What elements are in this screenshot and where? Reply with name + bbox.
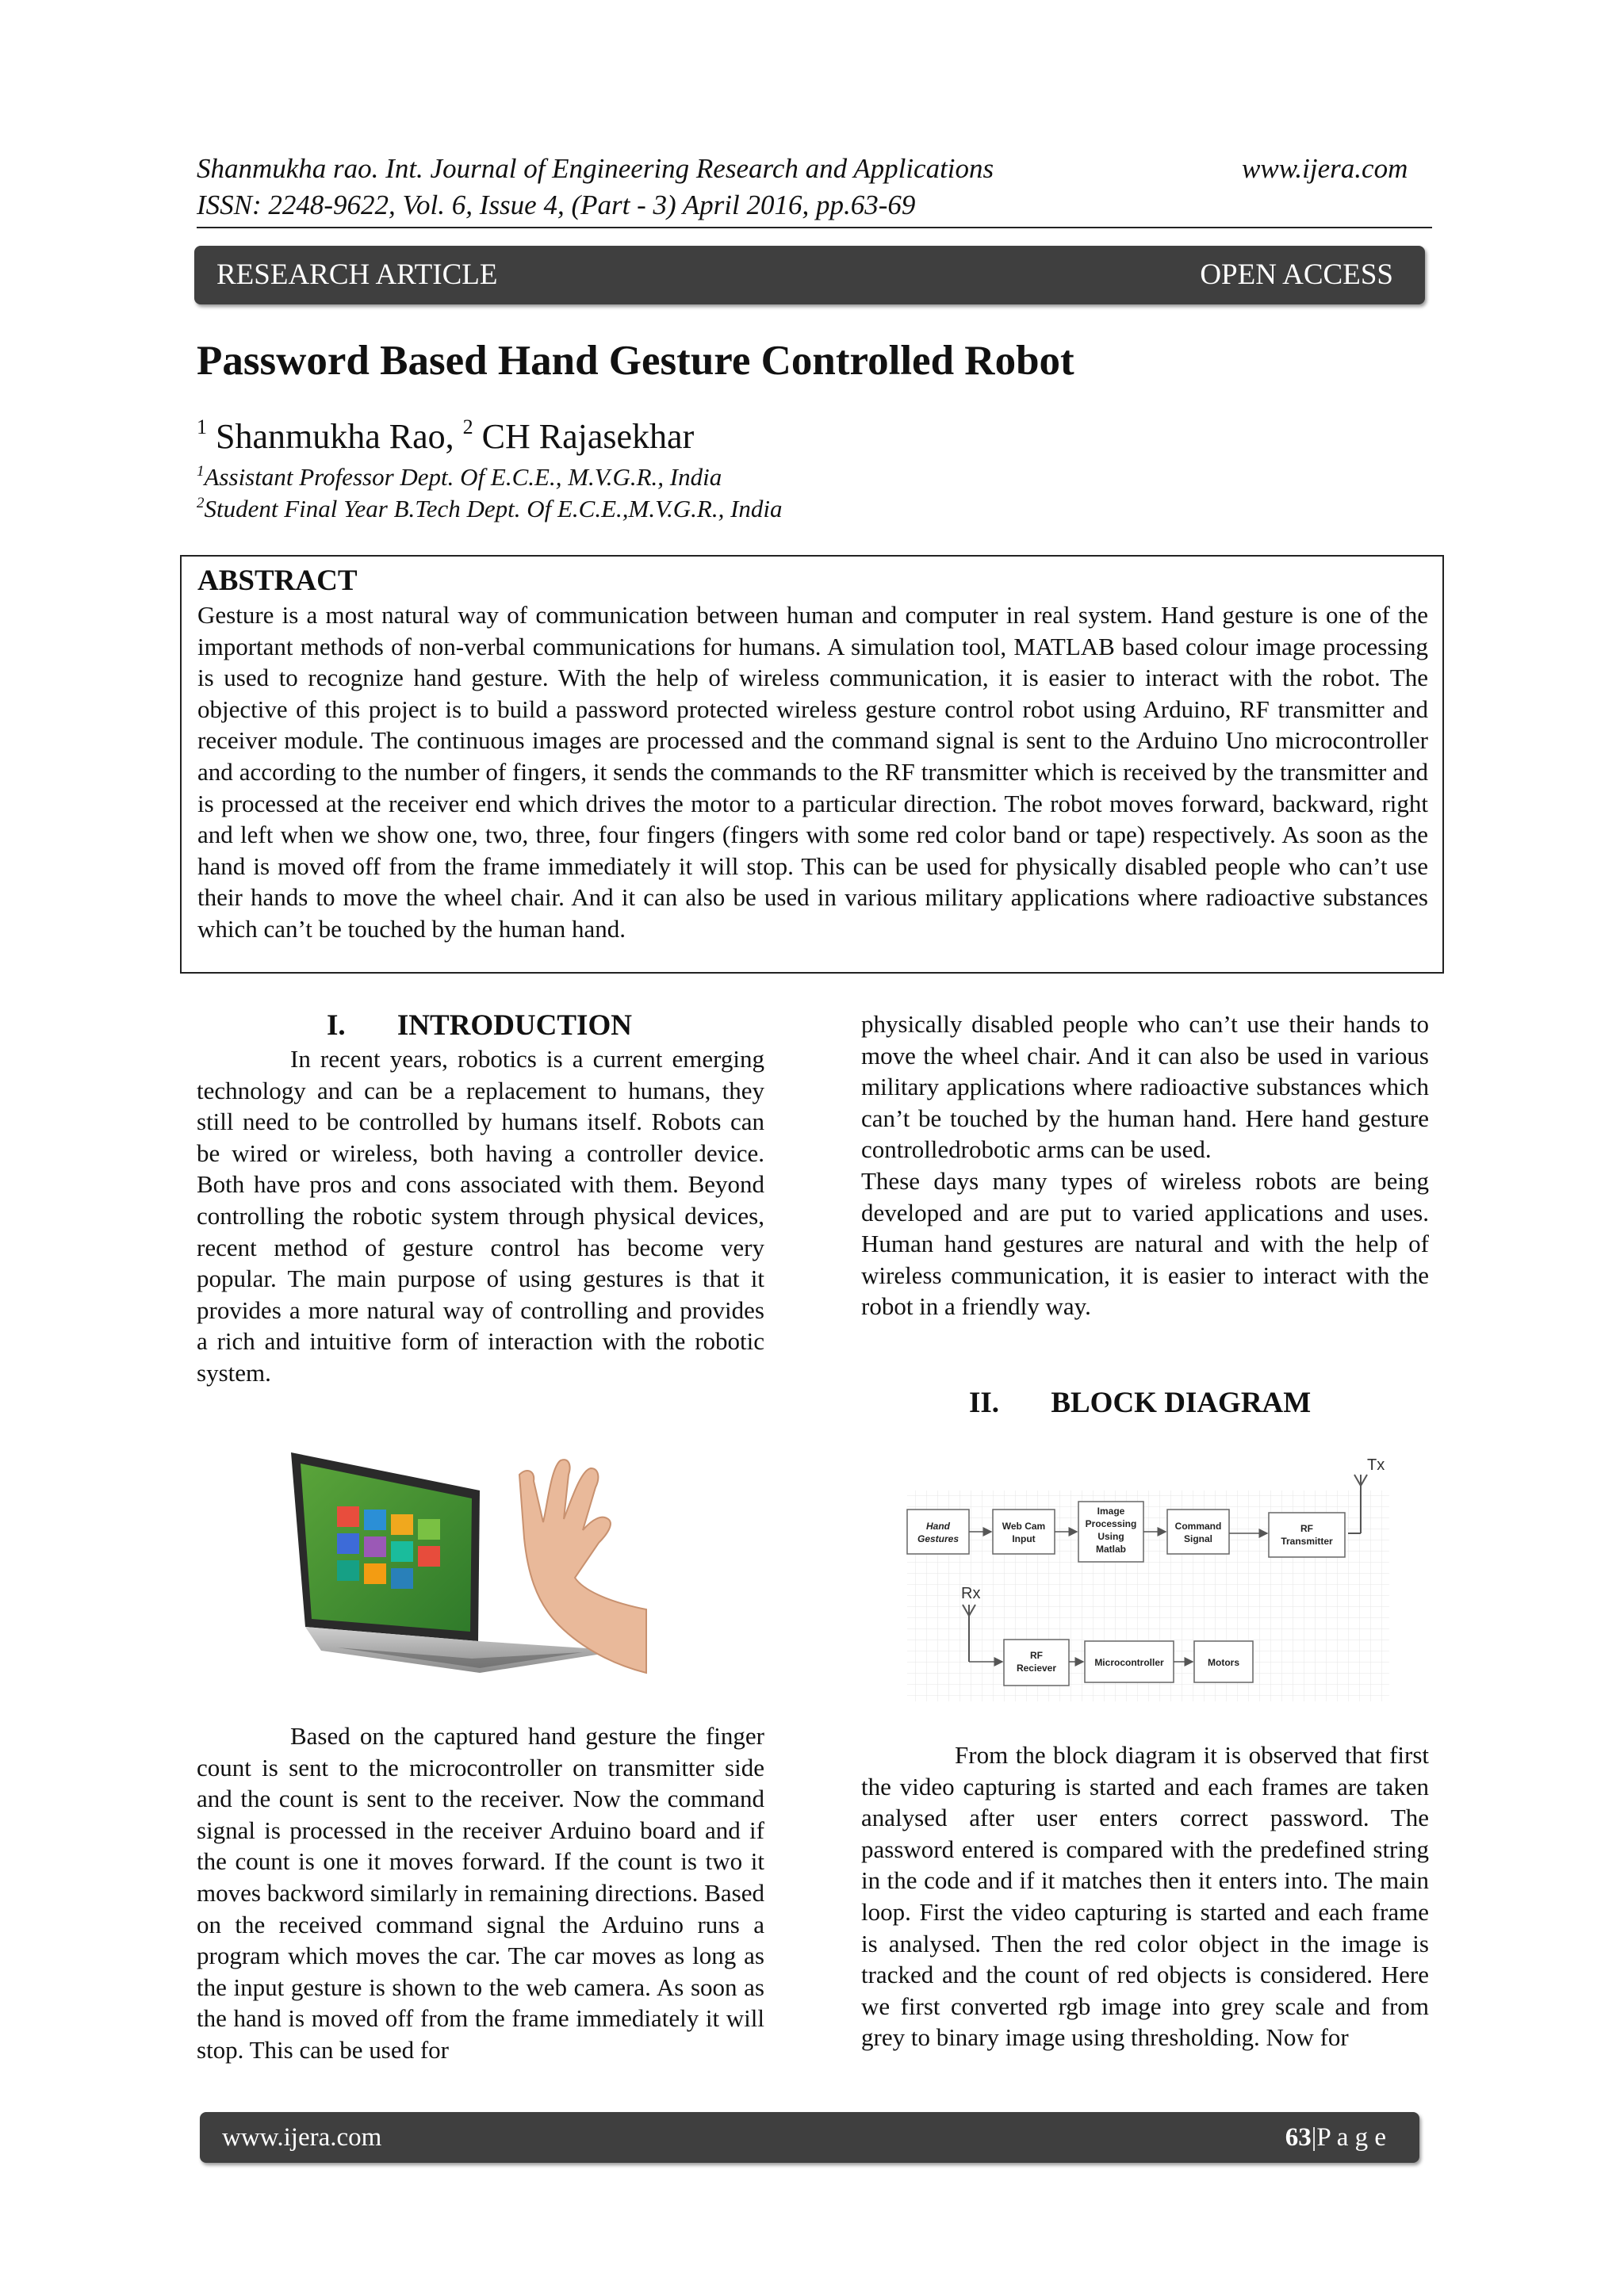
page-label: |P a g e [1311,2123,1386,2152]
section-1-heading [327,1008,632,1043]
open-access-label: OPEN ACCESS [1200,258,1393,291]
issn-line: ISSN: 2248-9622, Vol. 6, Issue 4, (Part - 3) April 2016, pp.63-69 [197,189,916,220]
intro-paragraph-1: In recent years, robotics is a current emerging technology and can be a replacement to humans, they still need to be controlled by humans itself. Robots can be wired or wireless, both having a controller device. Both have pros and cons associated with them. Beyond controlling the robotic system through physical devices, recent method of gesture control has become very popular. The main purpose of using gestures is that it provides a more natural way of controlling and provides a rich and intuitive form of interaction with the robotic system. [197,1045,764,1387]
rx-label: Rx [961,1585,981,1602]
block-diagram-paragraph-container [861,1739,1429,2053]
hand-gestures-line2: Gestures [917,1533,959,1544]
right-paragraph-1: physically disabled people who can’t use their hands to move the wheel chair. And it can also be used in various military applications where radioactive substances which can’t be touched by the human hand. Here hand gesture controlledrobotic arms can be used. [861,1010,1429,1164]
page-number: 63 [1285,2123,1312,2152]
block-diagram [904,1451,1396,1705]
paper-title: Password Based Hand Gesture Controlled Robot [197,338,1074,384]
command-signal-block [1167,1510,1229,1554]
affiliation-2-number: 2 [197,495,205,511]
image-processing-line1: Image [1097,1506,1125,1517]
image-processing-line4: Matlab [1095,1544,1127,1555]
research-article-label: RESEARCH ARTICLE [216,258,498,291]
section-1-title: INTRODUCTION [396,1009,632,1042]
command-signal-line1: Command [1174,1521,1222,1532]
affiliation-2-text: Student Final Year B.Tech Dept. Of E.C.E.,M.V.G.R., India [204,495,783,522]
web-cam-line2: Input [1012,1533,1036,1544]
gesture-laptop-figure [282,1443,678,1681]
right-paragraph-2: These days many types of wireless robots are being developed and are put to varied applications and uses. Human hand gestures are natural and with the help of wireless communication, it is easier to interact with the robot in a friendly way. [861,1166,1429,1321]
author-2-name: CH Rajasekhar [481,417,695,456]
image-processing-line3: Using [1097,1531,1124,1542]
block-diagram-paragraph: From the block diagram it is observed that first the video capturing is started and each frames are taken analysed after user enters correct password. The password entered is compared with the predefined string in the code and if it matches then it enters into. The main loop. First the video capturing is started and each frame is analysed. Then the red color object in the image is tracked and the count of red objects is considered. Here we first converted rgb image into grey scale and from grey to binary image using thresholding. Now for [861,1741,1429,2052]
rf-transmitter-block [1269,1513,1345,1557]
abstract-heading: ABSTRACT [197,564,358,597]
rf-receiver-line1: RF [1030,1650,1043,1661]
author-1-name: Shanmukha Rao, [216,417,454,456]
intro-paragraph-2: Based on the captured hand gesture the finger count is sent to the microcontroller on transmitter side and the count is sent to the receiver. Now the command signal is processed in the receiver Arduino board and if the count is one it moves forward. If the count is two it moves backword similarly in remaining directions. Based on the received command signal the Arduino runs a program which moves the car. The car moves as long as the input gesture is shown to the web camera. As soon as the hand is moved off from the frame immediately it will stop. This can be used for [197,1722,764,2064]
right-column-top [861,1008,1429,1322]
header-rule [197,227,1432,228]
section-1-number: I. [327,1009,346,1042]
intro-paragraph-2-container [197,1720,764,2066]
image-processing-line2: Processing [1085,1518,1137,1529]
section-2-title: BLOCK DIAGRAM [1051,1387,1312,1419]
affiliation-1-number: 1 [197,463,205,480]
rf-transmitter-line1: RF [1300,1523,1313,1534]
affiliation-1-text: Assistant Professor Dept. Of E.C.E., M.V.G.R., India [204,463,722,491]
tx-label: Tx [1367,1456,1385,1474]
journal-citation: Shanmukha rao. Int. Journal of Engineering Research and Applications [197,153,994,184]
microcontroller-label: Microcontroller [1094,1657,1164,1668]
author-list [197,415,694,457]
hand-gestures-block [907,1510,969,1554]
hand-gestures-line1: Hand [926,1521,950,1532]
web-cam-block [993,1510,1055,1554]
page-footer [200,2112,1419,2163]
author-2-number: 2 [462,415,473,438]
abstract-text: Gesture is a most natural way of communication between human and computer in real system. Hand gesture is one of the important methods of non-verbal communications for humans. A simulation tool, MATLAB based colour image processing is used to recognize hand gesture. With the help of wireless communication, it is easier to interact with the robot. The objective of this project is to build a password protected wireless gesture control robot using Arduino, RF transmitter and receiver module. The continuous images are processed and the command signal is sent to the Arduino Uno microcontroller and according to the number of fingers, it sends the commands to the RF transmitter which is received by the transmitter and is processed at the receiver end which drives the motor to a particular direction. The robot moves forward, backward, right and left when we show one, two, three, four fingers (fingers with some red color band or tape) respectively. As soon as the hand is moved off from the frame immediately it will stop. This can be used for physically disabled people who can’t use their hands to move the wheel chair. And it can also be used in various military applications where radioactive substances which can’t be touched by the human hand. [197,601,1428,943]
rf-receiver-line2: Reciever [1016,1663,1057,1674]
article-type-banner [194,246,1425,304]
hand-icon [519,1460,646,1673]
author-1-number: 1 [197,415,207,438]
affiliation-2 [197,495,783,523]
journal-website[interactable]: www.ijera.com [1242,153,1408,184]
command-signal-line2: Signal [1183,1533,1213,1544]
web-cam-line1: Web Cam [1002,1521,1046,1532]
rf-transmitter-line2: Transmitter [1281,1536,1333,1547]
abstract-box [180,555,1444,974]
affiliation-1 [197,463,722,492]
section-2-heading [969,1386,1311,1420]
footer-website[interactable]: www.ijera.com [222,2123,382,2152]
motors-label: Motors [1208,1657,1239,1668]
section-2-number: II. [969,1387,1000,1419]
footer-page [1285,2112,1386,2163]
intro-paragraph-1-container [197,1043,764,1389]
